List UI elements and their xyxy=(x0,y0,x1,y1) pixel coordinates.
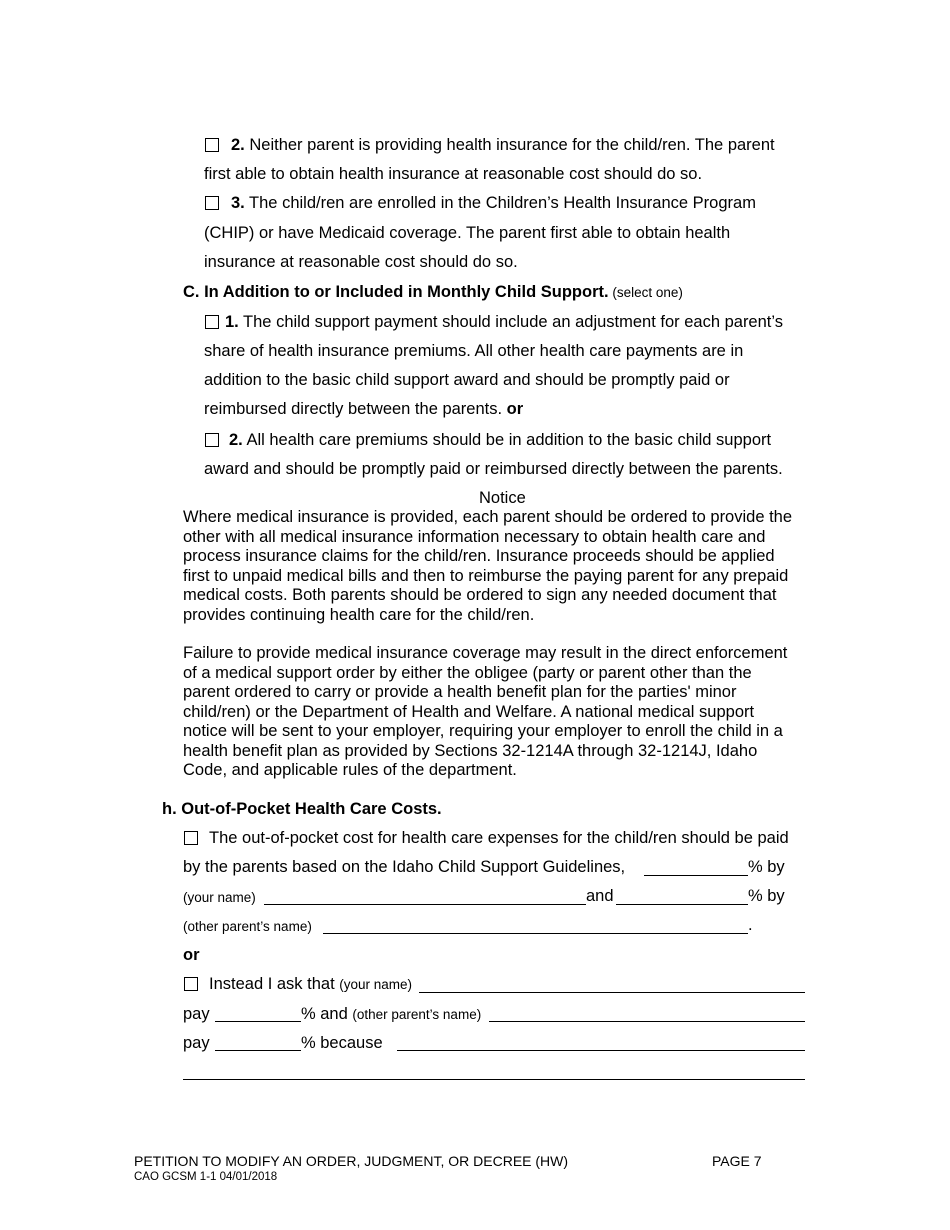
h-opt2-other-name-label: (other parent’s name) xyxy=(352,1007,482,1022)
h-opt1-line1: The out-of-pocket cost for health care expenses for the child/ren should be paid xyxy=(209,829,789,847)
c1-line3: addition to the basic child support award and should be promptly paid or xyxy=(204,371,730,389)
notice-p2-line: Failure to provide medical insurance coverage may result in the direct enforcement xyxy=(183,644,788,662)
c1-text: The child support payment should include an adjustment for each parent’s xyxy=(238,313,783,331)
b3-number: 3. xyxy=(231,194,245,212)
your-percent-field[interactable] xyxy=(644,875,748,876)
notice-title: Notice xyxy=(479,489,526,507)
b2-line2: first able to obtain health insurance at reasonable cost should do so. xyxy=(204,165,703,183)
because-field-line1[interactable] xyxy=(397,1050,805,1051)
footer-title: PETITION TO MODIFY AN ORDER, JUDGMENT, OR DECREE (HW) xyxy=(134,1153,569,1169)
c1-line4 xyxy=(204,399,523,419)
b3-line2: (CHIP) or have Medicaid coverage. The parent first able to obtain health xyxy=(204,224,731,242)
b2-number: 2. xyxy=(231,136,245,154)
h-opt2-line1 xyxy=(209,974,412,995)
footer-form-code: CAO GCSM 1-1 04/01/2018 xyxy=(134,1171,278,1183)
notice-paragraph-1 xyxy=(183,508,792,625)
h-pct-by-2: % by xyxy=(748,887,785,905)
h-and: and xyxy=(586,887,614,905)
checkbox-b3[interactable] xyxy=(205,196,219,210)
c1-number: 1. xyxy=(225,313,239,331)
h-pay-2: pay xyxy=(183,1034,210,1052)
your-name-label: (your name) xyxy=(183,890,256,905)
checkbox-h-instead[interactable] xyxy=(184,977,198,991)
h-pct-and-text: % and xyxy=(301,1005,353,1023)
b3-line3: insurance at reasonable cost should do so. xyxy=(204,253,518,271)
your-name-field[interactable] xyxy=(264,904,586,905)
c1-line2: share of health insurance premiums. All other health care payments are in xyxy=(204,342,744,360)
footer-page-number: PAGE 7 xyxy=(712,1153,762,1169)
c1-line4-text: reimbursed directly between the parents. xyxy=(204,400,507,418)
b2-line1 xyxy=(231,135,775,155)
c1-or: or xyxy=(506,400,524,418)
instead-your-percent-field[interactable] xyxy=(215,1021,301,1022)
h-opt2-prefix: Instead I ask that xyxy=(209,975,340,993)
other-parent-name-field[interactable] xyxy=(323,933,748,934)
c1-line1 xyxy=(225,312,783,332)
c2-text: All health care premiums should be in addition to the basic child support xyxy=(242,431,772,449)
checkbox-b2[interactable] xyxy=(205,138,219,152)
c2-line1 xyxy=(229,430,771,450)
notice-p1-line: Where medical insurance is provided, each parent should be ordered to provide the xyxy=(183,508,793,526)
notice-p1-line: provides continuing health care for the child/ren. xyxy=(183,605,535,624)
section-c-title: C. In Addition to or Included in Monthly Child Support. xyxy=(183,283,609,301)
b3-line1 xyxy=(231,193,756,213)
notice-p1-line: medical costs. Both parents should be ordered to sign any needed document that xyxy=(183,586,777,604)
notice-p2-line: health benefit plan as provided by Sections 32-1214A through 32-1214J, Idaho xyxy=(183,741,758,760)
notice-p2-line: notice will be sent to your employer, requiring your employer to enroll the child in a xyxy=(183,722,783,740)
b3-text: The child/ren are enrolled in the Children’s Health Insurance Program xyxy=(244,194,756,212)
c2-number: 2. xyxy=(229,431,243,449)
h-period: . xyxy=(748,916,753,934)
other-percent-field[interactable] xyxy=(616,904,748,905)
h-pct-and xyxy=(301,1004,481,1025)
other-parent-name-label: (other parent’s name) xyxy=(183,919,312,934)
b2-text: Neither parent is providing health insurance for the child/ren. The parent xyxy=(244,136,775,154)
h-or: or xyxy=(183,946,200,964)
c2-line2: award and should be promptly paid or reimbursed directly between the parents. xyxy=(204,460,783,478)
h-pct-by-1: % by xyxy=(748,858,785,876)
notice-p2-line: child/ren) or the Department of Health and Welfare. A national medical support xyxy=(183,702,755,721)
notice-p2-line: of a medical support order by either the obligee (party or parent other than the xyxy=(183,663,752,682)
h-pay-1: pay xyxy=(183,1005,210,1023)
section-c-hint: (select one) xyxy=(608,285,683,300)
notice-p2-line: parent ordered to carry or provide a health benefit plan for the parties' minor xyxy=(183,683,737,701)
instead-your-name-field[interactable] xyxy=(419,992,805,993)
h-opt1-line2: by the parents based on the Idaho Child Support Guidelines, xyxy=(183,858,626,876)
section-h-heading: h. Out-of-Pocket Health Care Costs. xyxy=(162,800,442,818)
notice-p2-line: Code, and applicable rules of the department. xyxy=(183,761,517,779)
notice-p1-line: process insurance claims for the child/ren. Insurance proceeds should be applied xyxy=(183,547,775,565)
notice-paragraph-2 xyxy=(183,644,787,781)
checkbox-c2[interactable] xyxy=(205,433,219,447)
because-field-line2[interactable] xyxy=(183,1079,805,1080)
h-pct-because: % because xyxy=(301,1034,383,1052)
notice-p1-line: other with all medical insurance information necessary to obtain health care and xyxy=(183,527,766,546)
instead-other-name-field[interactable] xyxy=(489,1021,805,1022)
section-c-heading xyxy=(183,282,683,303)
h-opt2-your-name-label: (your name) xyxy=(339,977,413,992)
checkbox-c1[interactable] xyxy=(205,315,219,329)
instead-other-percent-field[interactable] xyxy=(215,1050,301,1051)
checkbox-h-guidelines[interactable] xyxy=(184,831,198,845)
notice-p1-line: first to unpaid medical bills and then to reimburse the paying parent for any prepaid xyxy=(183,566,789,585)
